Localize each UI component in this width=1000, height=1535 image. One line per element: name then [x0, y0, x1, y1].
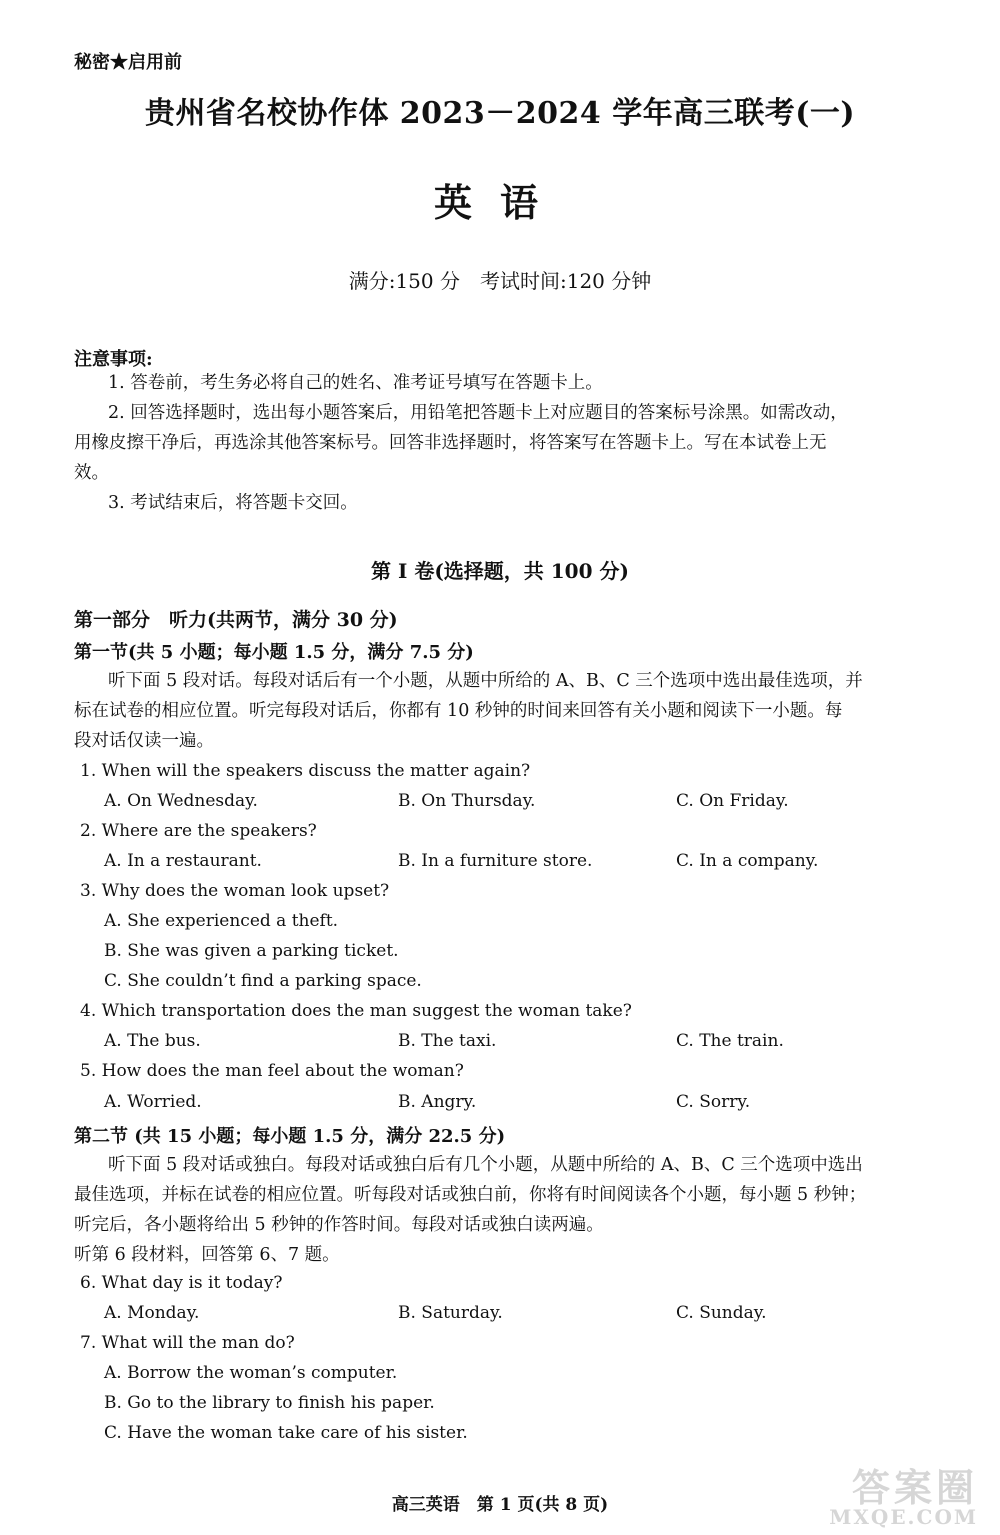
question-3: 3. Why does the woman look upset? [80, 881, 390, 901]
option-1c: C. On Friday. [676, 791, 789, 811]
section2-instructions: 听下面 5 段对话或独白。每段对话或独白后有几个小题，从题中所给的 A、B、C 三个选项中选出 最佳选项，并标在试卷的相应位置。听每段对话或独白前，你将有时间阅读各个小题，每小题 5 秒钟； 听完后，各小题将给出 5 秒钟的作答时间。每段对话或独白读两遍。 听第 6 段材料，回答第 6、7 题。 [74, 1155, 867, 1265]
notice-heading: 注意事项: [74, 349, 153, 370]
option-1a: A. On Wednesday. [104, 791, 258, 811]
subject-title: 英语 [433, 180, 566, 225]
notice-item: 1. 答卷前，考生务必将自己的姓名、准考证号填写在答题卡上。 [108, 373, 603, 393]
option-2b: B. In a furniture store. [398, 851, 593, 871]
notice-body [74, 368, 966, 518]
section2-heading: 第二节 (共 15 小题；每小题 1.5 分，满分 22.5 分) [74, 1126, 506, 1147]
notice-item: 用橡皮擦干净后，再选涂其他答案标号。回答非选择题时，将答案写在答题卡上。写在本试卷上无 [74, 433, 827, 453]
option-5b: B. Angry. [398, 1092, 477, 1112]
option-5a: A. Worried. [104, 1092, 202, 1112]
notice-item: 2. 回答选择题时，选出每小题答案后，用铅笔把答题卡上对应题目的答案标号涂黑。如需改动， [108, 403, 848, 423]
section1-heading: 第一节(共 5 小题；每小题 1.5 分，满分 7.5 分) [74, 642, 474, 663]
section1-instructions: 听下面 5 段对话。每段对话后有一个小题，从题中所给的 A、B、C 三个选项中选出最佳选项，并 标在试卷的相应位置。听完每段对话后，你都有 10 秒钟的时间来回答有关小题和阅读下一小题。每 段对话仅读一遍。 [74, 671, 863, 751]
question-5: 5. How does the man feel about the woman? [80, 1061, 464, 1081]
option-3a: A. She experienced a theft. [104, 911, 339, 931]
question-6: 6. What day is it today? [80, 1273, 283, 1293]
option-3c: C. She couldn’t find a parking space. [104, 971, 422, 991]
notice-item: 3. 考试结束后，将答题卡交回。 [108, 493, 358, 513]
option-1b: B. On Thursday. [398, 791, 536, 811]
volume-heading: 第 I 卷(选择题，共 100 分) [371, 559, 629, 583]
option-4a: A. The bus. [104, 1031, 201, 1051]
option-5c: C. Sorry. [676, 1092, 751, 1112]
part1-heading: 第一部分 听力(共两节，满分 30 分) [74, 609, 398, 631]
option-2c: C. In a company. [676, 851, 819, 871]
question-2: 2. Where are the speakers? [80, 821, 317, 841]
exam-title: 贵州省名校协作体 2023－2024 学年高三联考(一) [144, 96, 856, 131]
option-7c: C. Have the woman take care of his sister. [104, 1423, 468, 1443]
option-7a: A. Borrow the woman’s computer. [104, 1363, 398, 1383]
watermark-logo [816, 1457, 986, 1529]
question-7: 7. What will the man do? [80, 1333, 295, 1353]
question-1: 1. When will the speakers discuss the matter again? [80, 761, 531, 781]
option-6b: B. Saturday. [398, 1303, 503, 1323]
confidential-label: 秘密★启用前 [74, 52, 182, 73]
option-4c: C. The train. [676, 1031, 784, 1051]
option-3b: B. She was given a parking ticket. [104, 941, 399, 961]
watermark-url: MXQE.COM [829, 1505, 978, 1529]
option-6c: C. Sunday. [676, 1303, 767, 1323]
option-6a: A. Monday. [104, 1303, 200, 1323]
page-footer: 高三英语 第 1 页(共 8 页) [391, 1495, 609, 1515]
question-4: 4. Which transportation does the man suggest the woman take? [80, 1001, 632, 1021]
option-4b: B. The taxi. [398, 1031, 497, 1051]
exam-meta: 满分:150 分 考试时间:120 分钟 [348, 269, 652, 293]
notice-item: 效。 [74, 463, 109, 483]
watermark-text: 答案圈 [851, 1465, 978, 1510]
option-7b: B. Go to the library to finish his paper. [104, 1393, 435, 1413]
option-2a: A. In a restaurant. [104, 851, 262, 871]
